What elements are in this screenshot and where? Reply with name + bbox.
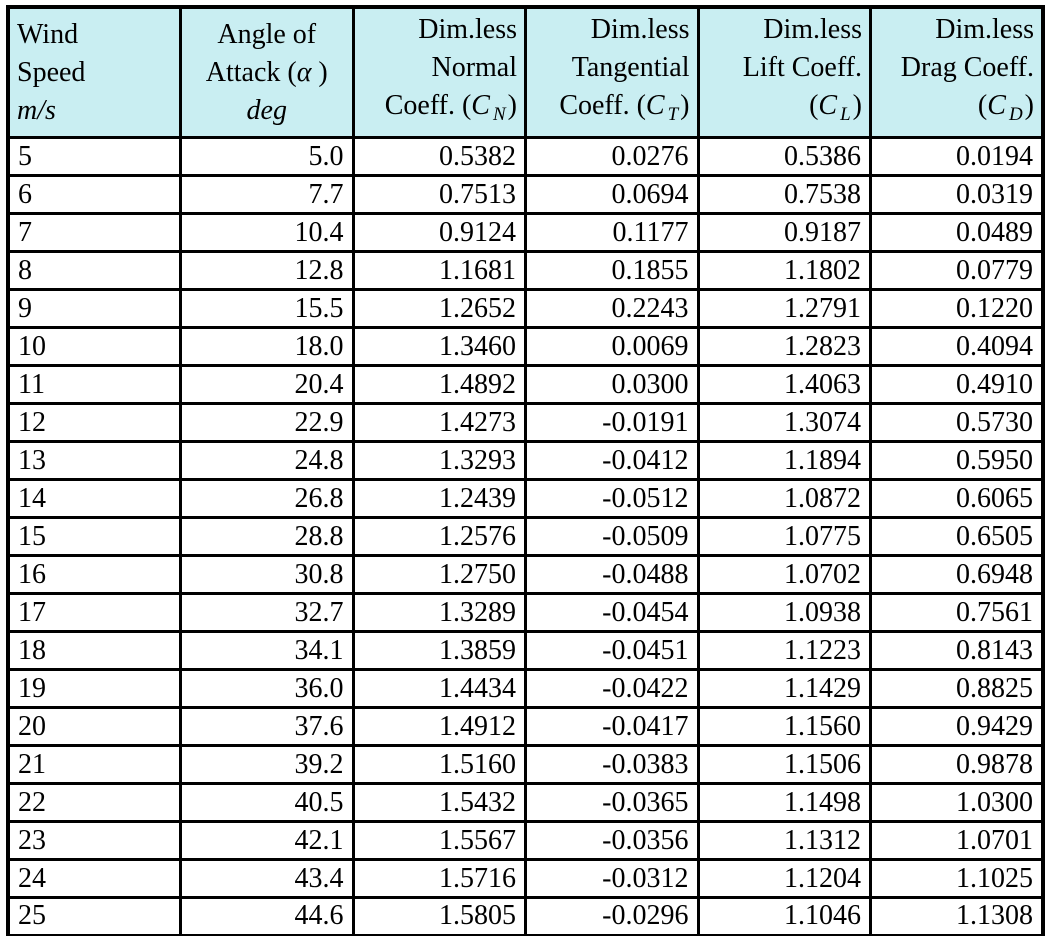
cell-lift-coeff: 1.1506 [698, 746, 871, 784]
header-line [362, 11, 518, 49]
cell-angle-of-attack: 44.6 [181, 898, 354, 936]
cell-angle-of-attack: 40.5 [181, 784, 354, 822]
aerodynamic-coefficients-table [6, 5, 1045, 936]
cell-drag-coeff: 1.1308 [871, 898, 1044, 936]
cell-angle-of-attack: 5.0 [181, 138, 354, 176]
cell-lift-coeff: 1.4063 [698, 366, 871, 404]
cell-tangential-coeff: -0.0509 [526, 518, 699, 556]
header-text: Dim.less [590, 14, 690, 45]
table-row [8, 898, 1043, 936]
cell-tangential-coeff: -0.0512 [526, 480, 699, 518]
table-row [8, 328, 1043, 366]
header-text: ) [680, 90, 690, 121]
cell-normal-coeff: 1.3293 [353, 442, 526, 480]
cell-tangential-coeff: 0.0069 [526, 328, 699, 366]
cell-drag-coeff: 0.6948 [871, 556, 1044, 594]
header-text: ) [311, 56, 328, 88]
cell-drag-coeff: 0.0319 [871, 176, 1044, 214]
cell-lift-coeff: 1.1429 [698, 670, 871, 708]
table-header [8, 7, 1043, 138]
cell-normal-coeff: 1.5716 [353, 860, 526, 898]
cell-normal-coeff: 1.4434 [353, 670, 526, 708]
table-row [8, 176, 1043, 214]
table-row [8, 518, 1043, 556]
header-text: ( [977, 90, 988, 121]
cell-angle-of-attack: 39.2 [181, 746, 354, 784]
table-row [8, 746, 1043, 784]
header-text: ) [1024, 90, 1034, 121]
header-line [17, 92, 172, 130]
cell-normal-coeff: 1.5160 [353, 746, 526, 784]
cell-tangential-coeff: -0.0488 [526, 556, 699, 594]
cell-lift-coeff: 1.0938 [698, 594, 871, 632]
cell-drag-coeff: 0.9878 [871, 746, 1044, 784]
header-line [17, 54, 172, 92]
cell-normal-coeff: 1.3289 [353, 594, 526, 632]
table-row [8, 860, 1043, 898]
table-row [8, 670, 1043, 708]
cell-tangential-coeff: -0.0417 [526, 708, 699, 746]
header-line [879, 11, 1034, 49]
header-text: ) [507, 90, 517, 121]
cell-wind-speed: 11 [8, 366, 181, 404]
cell-lift-coeff: 0.9187 [698, 214, 871, 252]
cell-wind-speed: 16 [8, 556, 181, 594]
cell-drag-coeff: 0.9429 [871, 708, 1044, 746]
cell-tangential-coeff: 0.1177 [526, 214, 699, 252]
header-text: α [296, 56, 312, 88]
header-text: ) [852, 90, 862, 121]
cell-angle-of-attack: 26.8 [181, 480, 354, 518]
cell-normal-coeff: 0.7513 [353, 176, 526, 214]
header-line [189, 92, 345, 130]
column-header-drag-coeff [871, 7, 1044, 138]
header-line [707, 87, 863, 134]
header-text: Tangential [571, 52, 690, 83]
cell-wind-speed: 22 [8, 784, 181, 822]
cell-normal-coeff: 1.4912 [353, 708, 526, 746]
cell-wind-speed: 23 [8, 822, 181, 860]
cell-tangential-coeff: -0.0412 [526, 442, 699, 480]
cell-normal-coeff: 1.2750 [353, 556, 526, 594]
cell-normal-coeff: 1.5805 [353, 898, 526, 936]
cell-wind-speed: 17 [8, 594, 181, 632]
cell-angle-of-attack: 7.7 [181, 176, 354, 214]
header-line [707, 11, 863, 49]
cell-tangential-coeff: -0.0365 [526, 784, 699, 822]
cell-drag-coeff: 0.5730 [871, 404, 1044, 442]
cell-angle-of-attack: 32.7 [181, 594, 354, 632]
cell-wind-speed: 19 [8, 670, 181, 708]
cell-wind-speed: 12 [8, 404, 181, 442]
header-text: Coeff. ( [384, 90, 472, 121]
subscript-symbol: N [492, 104, 506, 125]
table-row [8, 480, 1043, 518]
header-text: Dim.less [763, 14, 862, 45]
cell-lift-coeff: 1.2791 [698, 290, 871, 328]
cell-lift-coeff: 1.2823 [698, 328, 871, 366]
cell-drag-coeff: 0.5950 [871, 442, 1044, 480]
cell-normal-coeff: 0.9124 [353, 214, 526, 252]
cell-tangential-coeff: 0.0300 [526, 366, 699, 404]
header-text: Angle of [217, 18, 317, 50]
cell-angle-of-attack: 43.4 [181, 860, 354, 898]
cell-angle-of-attack: 10.4 [181, 214, 354, 252]
header-text: m/s [17, 94, 56, 126]
table-row [8, 708, 1043, 746]
cell-angle-of-attack: 12.8 [181, 252, 354, 290]
cell-drag-coeff: 1.0300 [871, 784, 1044, 822]
cell-lift-coeff: 0.7538 [698, 176, 871, 214]
cell-angle-of-attack: 37.6 [181, 708, 354, 746]
table-row [8, 442, 1043, 480]
header-row [8, 7, 1043, 138]
cell-angle-of-attack: 36.0 [181, 670, 354, 708]
cell-drag-coeff: 0.0489 [871, 214, 1044, 252]
table-body [8, 138, 1043, 936]
subscript-symbol: L [840, 104, 851, 125]
cell-tangential-coeff: -0.0451 [526, 632, 699, 670]
cell-drag-coeff: 0.4094 [871, 328, 1044, 366]
header-text: Wind [17, 18, 79, 50]
cell-drag-coeff: 0.7561 [871, 594, 1044, 632]
cell-wind-speed: 9 [8, 290, 181, 328]
cell-tangential-coeff: -0.0296 [526, 898, 699, 936]
header-text: Attack ( [205, 56, 297, 88]
header-text: C [645, 90, 665, 121]
cell-lift-coeff: 1.1312 [698, 822, 871, 860]
cell-normal-coeff: 1.2652 [353, 290, 526, 328]
cell-normal-coeff: 0.5382 [353, 138, 526, 176]
cell-wind-speed: 20 [8, 708, 181, 746]
cell-drag-coeff: 0.8825 [871, 670, 1044, 708]
column-header-tangential-coeff [526, 7, 699, 138]
header-text: Dim.less [418, 14, 517, 45]
cell-lift-coeff: 1.1894 [698, 442, 871, 480]
header-text: ( [809, 90, 819, 121]
cell-angle-of-attack: 22.9 [181, 404, 354, 442]
table-row [8, 252, 1043, 290]
header-text: Coeff. ( [559, 90, 646, 121]
table-row [8, 138, 1043, 176]
column-header-lift-coeff [698, 7, 871, 138]
cell-normal-coeff: 1.3460 [353, 328, 526, 366]
cell-drag-coeff: 0.6505 [871, 518, 1044, 556]
cell-drag-coeff: 0.0779 [871, 252, 1044, 290]
cell-lift-coeff: 1.1802 [698, 252, 871, 290]
subscript-symbol: D [1008, 104, 1023, 125]
cell-tangential-coeff: 0.2243 [526, 290, 699, 328]
header-line [707, 49, 863, 87]
cell-drag-coeff: 0.8143 [871, 632, 1044, 670]
header-text: Speed [17, 56, 86, 88]
header-line [879, 49, 1034, 87]
cell-wind-speed: 21 [8, 746, 181, 784]
table-row [8, 404, 1043, 442]
column-header-wind-speed [8, 7, 181, 138]
cell-angle-of-attack: 28.8 [181, 518, 354, 556]
cell-wind-speed: 15 [8, 518, 181, 556]
cell-angle-of-attack: 18.0 [181, 328, 354, 366]
cell-angle-of-attack: 34.1 [181, 632, 354, 670]
cell-wind-speed: 8 [8, 252, 181, 290]
cell-lift-coeff: 1.1223 [698, 632, 871, 670]
header-line [362, 87, 518, 134]
cell-wind-speed: 6 [8, 176, 181, 214]
cell-tangential-coeff: -0.0191 [526, 404, 699, 442]
cell-drag-coeff: 0.6065 [871, 480, 1044, 518]
header-line [534, 11, 690, 49]
header-line [534, 49, 690, 87]
header-text: Dim.less [935, 14, 1034, 45]
cell-lift-coeff: 1.1046 [698, 898, 871, 936]
table-row [8, 556, 1043, 594]
subscript-symbol: T [667, 104, 679, 125]
header-line [17, 16, 172, 54]
cell-lift-coeff: 0.5386 [698, 138, 871, 176]
cell-drag-coeff: 0.4910 [871, 366, 1044, 404]
cell-normal-coeff: 1.5567 [353, 822, 526, 860]
cell-normal-coeff: 1.3859 [353, 632, 526, 670]
table-row [8, 822, 1043, 860]
header-text: deg [246, 94, 287, 126]
cell-drag-coeff: 1.1025 [871, 860, 1044, 898]
cell-normal-coeff: 1.2439 [353, 480, 526, 518]
header-line [189, 16, 345, 54]
cell-wind-speed: 13 [8, 442, 181, 480]
cell-wind-speed: 18 [8, 632, 181, 670]
cell-lift-coeff: 1.0775 [698, 518, 871, 556]
header-line [362, 49, 518, 87]
cell-wind-speed: 10 [8, 328, 181, 366]
cell-normal-coeff: 1.1681 [353, 252, 526, 290]
table-row [8, 784, 1043, 822]
cell-lift-coeff: 1.1498 [698, 784, 871, 822]
cell-drag-coeff: 0.0194 [871, 138, 1044, 176]
cell-normal-coeff: 1.2576 [353, 518, 526, 556]
cell-wind-speed: 7 [8, 214, 181, 252]
cell-wind-speed: 24 [8, 860, 181, 898]
cell-tangential-coeff: 0.0276 [526, 138, 699, 176]
table-row [8, 214, 1043, 252]
cell-tangential-coeff: 0.0694 [526, 176, 699, 214]
cell-angle-of-attack: 24.8 [181, 442, 354, 480]
cell-lift-coeff: 1.0872 [698, 480, 871, 518]
cell-lift-coeff: 1.1204 [698, 860, 871, 898]
column-header-normal-coeff [353, 7, 526, 138]
header-text: Normal [431, 52, 517, 83]
cell-tangential-coeff: -0.0383 [526, 746, 699, 784]
cell-drag-coeff: 1.0701 [871, 822, 1044, 860]
cell-wind-speed: 25 [8, 898, 181, 936]
cell-lift-coeff: 1.1560 [698, 708, 871, 746]
header-text: C [987, 90, 1006, 121]
header-text: Drag Coeff. [900, 52, 1034, 83]
cell-wind-speed: 5 [8, 138, 181, 176]
cell-drag-coeff: 0.1220 [871, 290, 1044, 328]
cell-normal-coeff: 1.4892 [353, 366, 526, 404]
cell-normal-coeff: 1.5432 [353, 784, 526, 822]
header-text: C [818, 90, 838, 121]
cell-angle-of-attack: 20.4 [181, 366, 354, 404]
column-header-angle-of-attack [181, 7, 354, 138]
header-line [189, 54, 345, 92]
cell-lift-coeff: 1.0702 [698, 556, 871, 594]
cell-tangential-coeff: -0.0454 [526, 594, 699, 632]
cell-tangential-coeff: -0.0422 [526, 670, 699, 708]
cell-wind-speed: 14 [8, 480, 181, 518]
cell-tangential-coeff: -0.0312 [526, 860, 699, 898]
cell-lift-coeff: 1.3074 [698, 404, 871, 442]
table-row [8, 632, 1043, 670]
cell-tangential-coeff: 0.1855 [526, 252, 699, 290]
header-line [879, 87, 1034, 134]
header-text: Lift Coeff. [742, 52, 862, 83]
cell-tangential-coeff: -0.0356 [526, 822, 699, 860]
header-line [534, 87, 690, 134]
table-row [8, 366, 1043, 404]
cell-angle-of-attack: 30.8 [181, 556, 354, 594]
cell-normal-coeff: 1.4273 [353, 404, 526, 442]
header-text: C [471, 90, 490, 121]
table-row [8, 290, 1043, 328]
table-row [8, 594, 1043, 632]
cell-angle-of-attack: 42.1 [181, 822, 354, 860]
cell-angle-of-attack: 15.5 [181, 290, 354, 328]
